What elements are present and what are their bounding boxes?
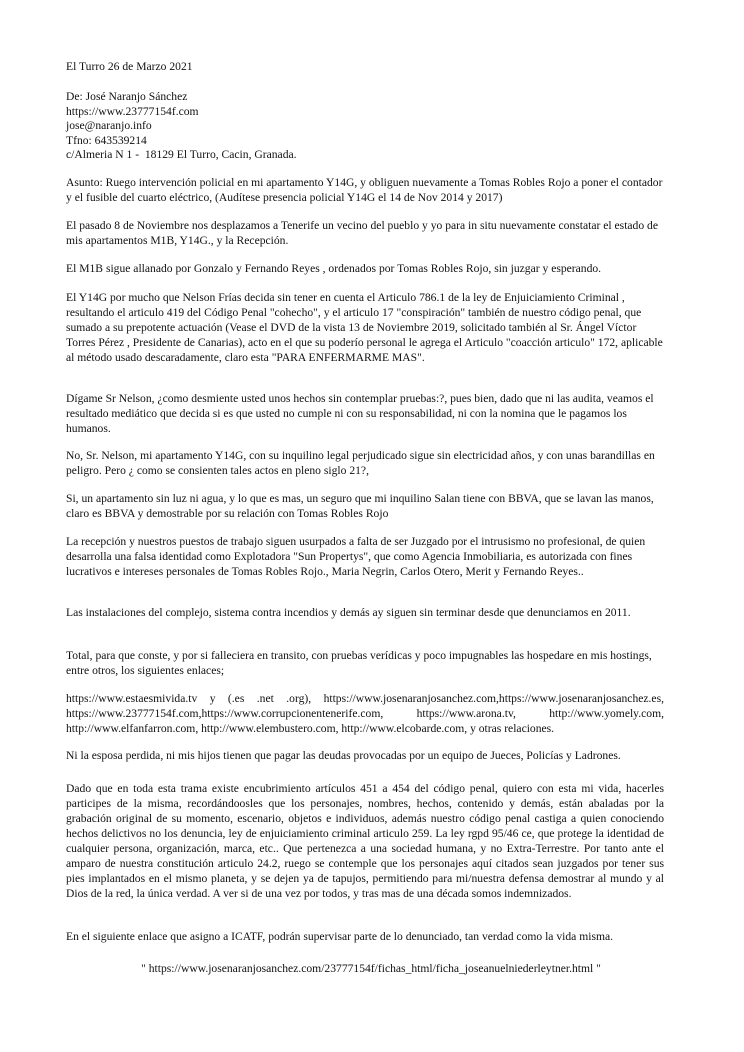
sender-address: c/Almeria N 1 - 18129 El Turro, Cacin, Granada. xyxy=(66,148,297,161)
paragraph-installations: Las instalaciones del complejo, sistema contra incendios y demás ay siguen sin terminar desde que denunciamos en 2011. xyxy=(66,606,631,619)
sender-name: De: José Naranjo Sánchez xyxy=(66,90,188,103)
paragraph-icatf: En el siguiente enlace que asigno a ICATF, podrán supervisar parte de lo denunciado, tan verdad como la vida misma. xyxy=(66,930,614,943)
paragraph-trip: El pasado 8 de Noviembre nos desplazamos a Tenerife un vecino del pueblo y yo para in situ nuevamente constatar el estado de mis apartamentos M1B, Y14G., y la Recepción. xyxy=(66,219,658,247)
paragraph-legal: Dado que en toda esta trama existe encubrimiento artículos 451 a 454 del código penal, quiero con esta mi vida, hacerles participes de la misma, recordándoosles que los personajes, nombres, hechos, contenido y demás, están abaladas por la grabación original de su momento, escenario, objetos e individuos, además nuestro código penal castiga a quien conociendo hechos delictivos no los denuncia, ley de enjuiciamiento criminal articulo 259. La ley rgpd 95/46 ce, que protege la identidad de cualquier persona, organización, marca, etc.. Que pertenezca a una sociedad humana, y no Extra-Terrestre. Por tanto ante el amparo de nuestra constitución articulo 24.2, ruego se contemple que los personajes aquí citados sean juzgados por tener sus pies implantados en el mismo planeta, y se dejen ya de tapujos, permitiendo para mi/nuestra defensa demostrar al mundo y al Dios de la red, la única verdad. A ver si de una vez por todos, y tras mas de una década somos indemnizados. xyxy=(66,782,664,900)
paragraph-y14g: El Y14G por mucho que Nelson Frías decida sin tener en cuenta el Articulo 786.1 de la ley de Enjuiciamiento Criminal , resultando el articulo 419 del Código Penal "cohecho", y el articulo 17 "conspiración" también de nuestro código penal, que sumado a su prepotente actuación (Vease el DVD de la vista 13 de Noviembre 2019, solicitado también al Sr. Ángel Víctor Torres Pérez , Presidente de Canarias), acto en el que su poderío personal le agrega el Articulo "coacción articulo" 172, aplicable al método usado descaradamente, claro esta "PARA ENFERMARME MAS". xyxy=(66,291,663,364)
paragraph-reception: La recepción y nuestros puestos de trabajo siguen usurpados a falta de ser Juzgado por el intrusismo no profesional, de quien desarrolla una falsa identidad como Explotadora "Sun Propertys", que como Agencia Inmobiliaria, es autorizada con fines lucrativos e intereses personales de Tomas Robles Rojo., Maria Negrin, Carlos Otero, Merit y Fernando Reyes.. xyxy=(66,535,646,578)
paragraph-total: Total, para que conste, y por si falleciera en transito, con pruebas verídicas y poco impugnables las hospedare en mis hostings, entre otros, los siguientes enlaces; xyxy=(66,649,652,677)
date-line: El Turro 26 de Marzo 2021 xyxy=(66,60,193,73)
sender-email: jose@naranjo.info xyxy=(66,119,152,132)
sender-website: https://www.23777154f.com xyxy=(66,105,199,118)
paragraph-electricity: No, Sr. Nelson, mi apartamento Y14G, con su inquilino legal perjudicado sigue sin electricidad años, y con unas barandillas en peligro. Pero ¿ como se consienten tales actos en pleno siglo 21?, xyxy=(66,449,655,477)
sender-phone: Tfno: 643539214 xyxy=(66,134,147,147)
paragraph-m1b: El M1B sigue allanado por Gonzalo y Fernando Reyes , ordenados por Tomas Robles Rojo, sin juzgar y esperando. xyxy=(66,262,602,275)
final-link: " https://www.josenaranjosanchez.com/23777154f/fichas_html/ficha_joseanuelniederleytner.html " xyxy=(141,962,601,975)
subject-paragraph: Asunto: Ruego intervención policial en mi apartamento Y14G, y obliguen nuevamente a Tomas Robles Rojo a poner el contador y el fusible del cuarto eléctrico, (Audítese presencia policial Y14G el 14 de Nov 2014 y 2017) xyxy=(66,176,663,204)
paragraph-nelson: Dígame Sr Nelson, ¿como desmiente usted unos hechos sin contemplar pruebas:?, pues bien, dado que ni las audita, veamos el resultado mediático que decida si es que usted no cumple ni con su responsabilidad, ni con la nomina que le pagamos los humanos. xyxy=(66,392,654,435)
paragraph-debts: Ni la esposa perdida, ni mis hijos tienen que pagar las deudas provocadas por un equipo de Jueces, Policías y Ladrones. xyxy=(66,749,621,762)
paragraph-bbva: Si, un apartamento sin luz ni agua, y lo que es mas, un seguro que mi inquilino Salan tiene con BBVA, que se lavan las manos, claro es BBVA y demostrable por su relación con Tomas Robles Rojo xyxy=(66,492,654,520)
links-paragraph: https://www.estaesmivida.tv y (.es .net .org), https://www.josenaranjosanchez.com,https://www.josenaranjosanchez.es, https://www.23777154f.com,https://www.corrupcionentenerife.com, https://www.arona.tv, http://www.yomely.com, http://www.elfanfarron.com, http://www.elembustero.com, http://www.elcobarde.com, y otras relaciones. xyxy=(66,692,664,735)
